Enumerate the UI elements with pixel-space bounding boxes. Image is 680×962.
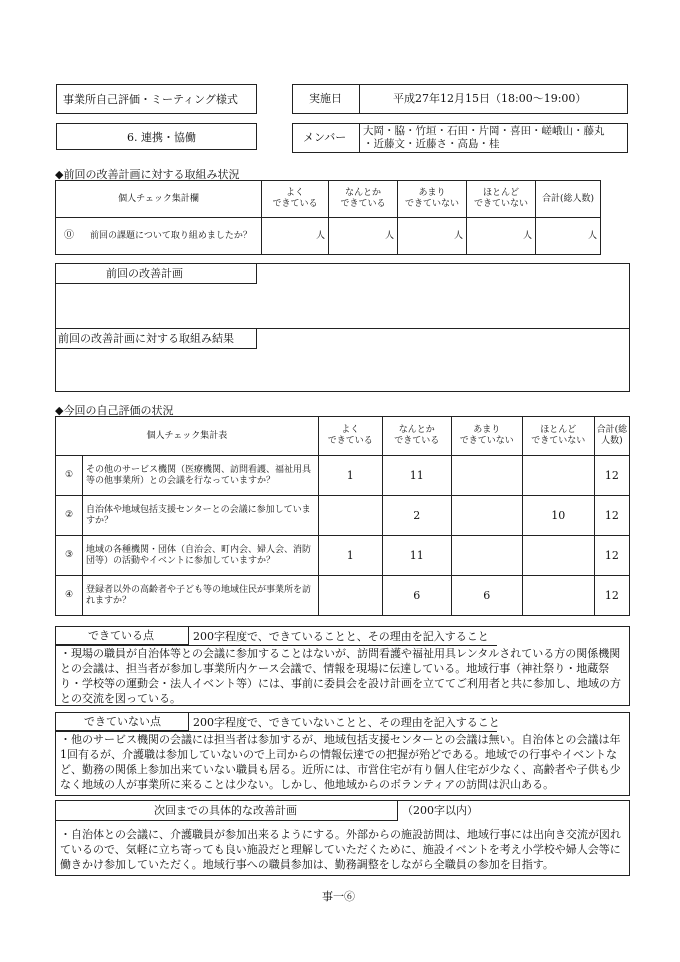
previous-result-box [55,328,630,392]
prev-row-question-cell [56,218,262,255]
previous-plan-label: 前回の改善計画 [106,267,183,280]
form-title-box [56,84,257,114]
cur-cell [522,456,594,496]
cur-cell: 10 [522,496,594,536]
cur-cell: 12 [594,456,629,496]
good-points-text: ・現場の職員が自治体等との会議に参加することはないが、訪問看護や福祉用具レンタルされている方の関係機関との会議は、担当者が参加し事業所内ケース会議で、情報を現場に伝達している。地域行事（神社祭り・地蔵祭り・学校等の運動会・法人イベント等）には、事前に委員会を設け計画を立ててご利用者と共に参加し、地域の方との交流を図っている。 [60,647,621,705]
prev-cell-4: 人 [467,218,536,255]
next-plan-label-cell [56,801,398,821]
prev-row-question: 前回の課題について取り組めましたか？ [90,231,252,241]
cur-cell [522,576,594,616]
prev-header-col3: あまり できていない [398,181,467,218]
prev-cell-5: 人 [536,218,601,255]
good-points-label-cell [56,627,189,645]
cur-cell: 6 [382,576,451,616]
implementation-label: 実施日 [309,92,342,105]
cur-row-question: 登録者以外の高齢者や子ども等の地域住民が事業所を訪れますか？ [83,576,319,616]
table-row [56,456,630,496]
cur-header-col4: ほとんど できていない [522,417,594,456]
form-title: 事業所自己評価・ミーティング様式 [63,93,238,106]
cur-cell: 1 [318,536,382,576]
next-plan-instruction: （200字以内） [402,804,478,817]
cur-header-col2: なんとか できている [382,417,451,456]
previous-plan-label-cell [56,264,257,284]
bad-points-label: できていない点 [84,715,161,728]
next-plan-label: 次回までの具体的な改善計画 [154,804,297,817]
implementation-label-cell [293,85,360,113]
cur-cell: 2 [382,496,451,536]
cur-cell: 12 [594,576,629,616]
previous-check-table [55,180,601,255]
page-number: 事一⑥ [322,890,355,903]
topic-title: 6. 連携・協働 [127,131,196,144]
cur-row-question: 自治体や地域包括支援センターとの会議に参加していますか？ [83,496,319,536]
cur-row-question: その他のサービス機関（医療機関、訪問看護、福祉用具等の他事業所）との会議を行なっていますか？ [83,456,319,496]
prev-header-col0: 個人チェック集計欄 [56,181,262,218]
cur-row-num: ② [56,496,83,536]
prev-header-col5: 合計(総人数) [536,181,601,218]
next-plan-text: ・自治体との会議に、介護職員が参加出来るようにする。外部からの施設訪問は、地域行事には出向き交流が図れているので、気軽に立ち寄っても良い施設だと理解していただくために、施設イベントを考え小学校や婦人会等に働きかけ参加していただく。地域行事への職員参加は、勤務調整をしながら全職員の参加を目指す。 [60,828,621,871]
members-label: メンバー [303,131,347,144]
cur-header-col5: 合計(総人数) [594,417,629,456]
topic-box [56,123,257,150]
bad-points-instruction: 200字程度で、できていないことと、その理由を記入すること [193,716,500,729]
previous-section-heading: ◆前回の改善計画に対する取組み状況 [55,168,240,181]
current-section-heading: ◆今回の自己評価の状況 [55,404,174,417]
cur-cell: 12 [594,536,629,576]
cur-header-col3: あまり できていない [451,417,522,456]
table-row [56,576,630,616]
bad-points-text: ・他のサービス機関の会議には担当者は参加するが、地域包括支援センターとの会議は無い。自治体との会議は年1回有るが、介護職は参加していないので上司からの情報伝達での把握が殆どである。地域での行事やイベントなど、勤務の関係上参加出来ていない職員も居る。近所には、市営住宅が有り個人住宅が少なく、高齢者や子供も少なく地域の人が事業所に来ることは少ない。しかし、他地域からのボランティアの訪問は沢山ある。 [60,733,621,791]
previous-result-label-cell [56,329,257,349]
cur-cell: 11 [382,456,451,496]
next-plan-box [55,800,630,876]
current-check-table [55,416,630,616]
cur-row-num: ① [56,456,83,496]
table-row [56,218,601,255]
cur-cell [451,456,522,496]
cur-cell [451,496,522,536]
table-row [56,496,630,536]
prev-header-col4: ほとんど できていない [467,181,536,218]
cur-row-question: 地域の各種機関・団体（自治会、町内会、婦人会、消防団等）の活動やイベントに参加していますか？ [83,536,319,576]
cur-cell [318,496,382,536]
cur-cell: 6 [451,576,522,616]
cur-cell [451,536,522,576]
good-points-label: できている点 [88,629,154,642]
prev-cell-2: 人 [329,218,398,255]
cur-cell: 12 [594,496,629,536]
previous-plan-box [55,263,630,329]
prev-header-col1: よく できている [262,181,329,218]
members-box [292,123,628,153]
prev-header-col2: なんとか できている [329,181,398,218]
cur-cell: 1 [318,456,382,496]
table-row [56,536,630,576]
members-label-cell [293,124,360,152]
implementation-value: 平成27年12月15日（18:00〜19:00） [393,92,587,105]
bad-points-box [55,712,630,796]
good-points-instruction: 200字程度で、できていることと、その理由を記入すること [193,630,489,643]
implementation-box [292,84,628,114]
previous-result-label: 前回の改善計画に対する取組み結果 [58,332,234,345]
cur-header-col1: よく できている [318,417,382,456]
good-points-box [55,626,630,706]
cur-cell: 11 [382,536,451,576]
cur-row-num: ③ [56,536,83,576]
cur-header-col0: 個人チェック集計表 [56,417,319,456]
cur-cell [318,576,382,616]
cur-row-num: ④ [56,576,83,616]
prev-row-num: ⓪ [64,230,74,241]
members-line-2: ・近藤文・近藤さ・高島・桂 [363,138,500,150]
bad-points-label-cell [56,713,189,731]
prev-cell-1: 人 [262,218,329,255]
prev-cell-3: 人 [398,218,467,255]
cur-cell [522,536,594,576]
members-line-1: 大岡・脇・竹垣・石田・片岡・喜田・嵯峨山・藤丸 [363,125,605,137]
